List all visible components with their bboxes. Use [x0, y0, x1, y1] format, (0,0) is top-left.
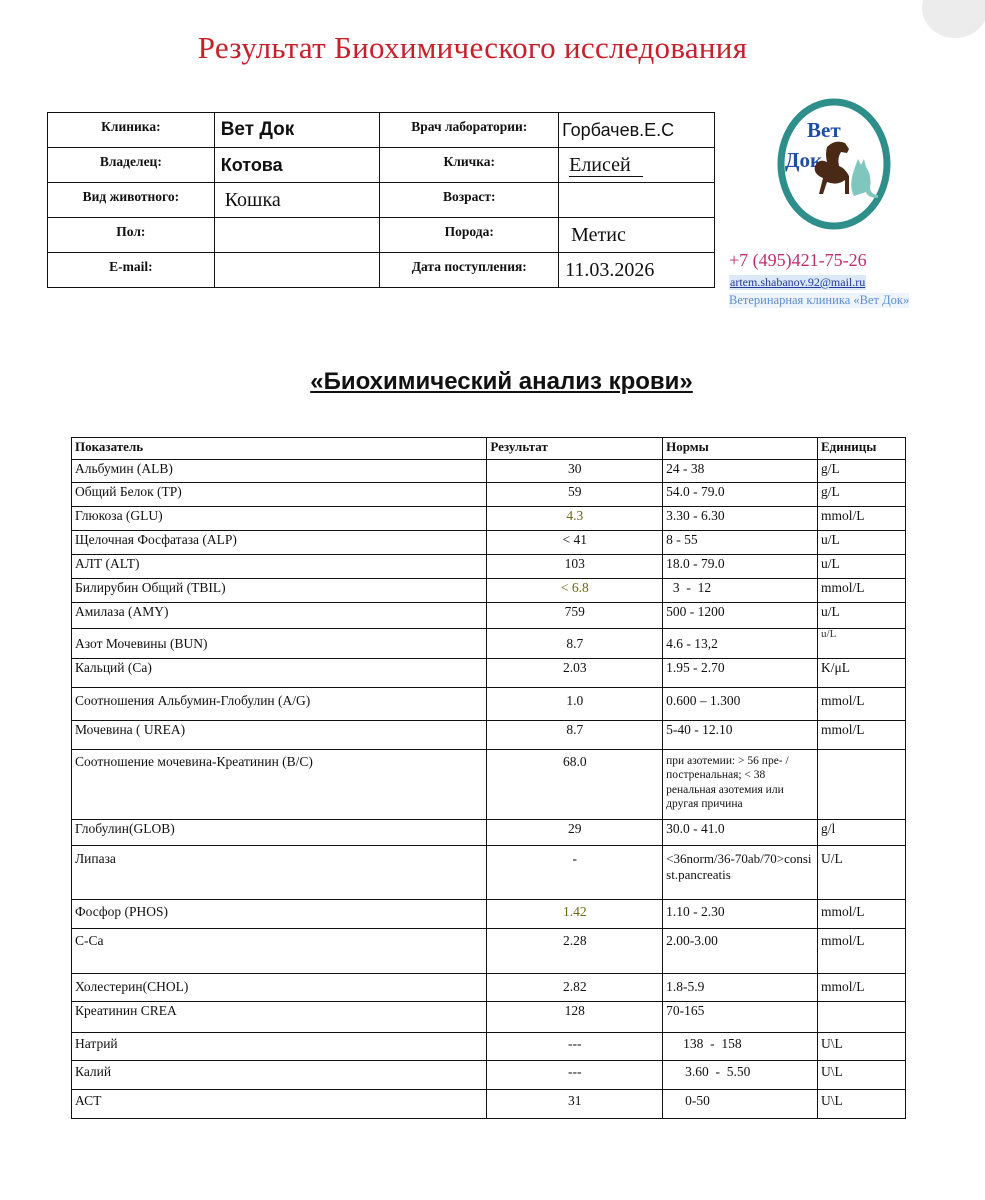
row-name: Натрий: [72, 1033, 487, 1061]
patient-info-table: [47, 112, 715, 288]
row-unit: [818, 1002, 906, 1033]
row-unit: mmol/L: [818, 974, 906, 1002]
row-result: -: [487, 846, 663, 900]
row-norm: 8 - 55: [663, 531, 818, 555]
row-name: Амилаза (AMY): [72, 603, 487, 629]
owner-value: Котова: [214, 148, 380, 183]
row-norm: 500 - 1200: [663, 603, 818, 629]
table-row: [72, 974, 906, 1002]
header-indicator: Показатель: [72, 438, 487, 460]
clinic-value: Вет Док: [214, 113, 380, 148]
row-norm: 3.60 - 5.50: [663, 1061, 818, 1090]
breed-label: Порода:: [380, 218, 559, 253]
row-result: 8.7: [487, 721, 663, 750]
row-result: ---: [487, 1033, 663, 1061]
table-header-row: [72, 438, 906, 460]
header-units: Единицы: [818, 438, 906, 460]
row-unit: mmol/L: [818, 900, 906, 929]
row-name: Креатинин CREA: [72, 1002, 487, 1033]
row-name: Мочевина ( UREA): [72, 721, 487, 750]
row-name: Соотношения Альбумин-Глобулин (A/G): [72, 688, 487, 721]
row-norm: 138 - 158: [663, 1033, 818, 1061]
nickname-value: Елисей: [569, 154, 643, 177]
row-result: 2.82: [487, 974, 663, 1002]
row-name: Глюкоза (GLU): [72, 507, 487, 531]
row-unit: U\L: [818, 1090, 906, 1119]
row-norm: 30.0 - 41.0: [663, 820, 818, 846]
page-title: Результат Биохимического исследования: [197, 30, 748, 65]
row-result: 1.42: [487, 900, 663, 929]
row-name: Фосфор (PHOS): [72, 900, 487, 929]
row-unit: mmol/L: [818, 929, 906, 974]
clinic-label: Клиника:: [48, 113, 215, 148]
date-label: Дата поступления:: [380, 253, 559, 288]
row-norm: 2.00-3.00: [663, 929, 818, 974]
row-name: C-Ca: [72, 929, 487, 974]
row-result: 2.28: [487, 929, 663, 974]
table-row: [72, 531, 906, 555]
contact-block: [729, 250, 909, 309]
info-row: [48, 218, 715, 253]
row-result: 31: [487, 1090, 663, 1119]
logo-text-line2: Док: [785, 148, 823, 172]
table-row: [72, 1061, 906, 1090]
table-row: [72, 603, 906, 629]
doctor-label: Врач лаборатории:: [380, 113, 559, 148]
date-value: 11.03.2026: [559, 253, 715, 288]
species-value: Кошка: [214, 183, 380, 218]
row-name: Альбумин (ALB): [72, 460, 487, 483]
row-name: Липаза: [72, 846, 487, 900]
table-row: [72, 929, 906, 974]
row-unit: g/l: [818, 820, 906, 846]
row-unit: U\L: [818, 1061, 906, 1090]
row-unit: U\L: [818, 1033, 906, 1061]
results-table: [71, 437, 906, 1119]
row-norm: 3.30 - 6.30: [663, 507, 818, 531]
sex-value: [214, 218, 380, 253]
row-result: 8.7: [487, 629, 663, 659]
header-result: Результат: [487, 438, 663, 460]
row-result: 1.0: [487, 688, 663, 721]
age-value: [559, 183, 715, 218]
row-unit: mmol/L: [818, 507, 906, 531]
sex-label: Пол:: [48, 218, 215, 253]
clinic-logo: [777, 97, 891, 231]
table-row: [72, 507, 906, 531]
info-row: [48, 148, 715, 183]
row-norm: 5-40 - 12.10: [663, 721, 818, 750]
table-row: [72, 460, 906, 483]
table-row: [72, 820, 906, 846]
row-unit: mmol/L: [818, 688, 906, 721]
header-norms: Нормы: [663, 438, 818, 460]
row-norm: 18.0 - 79.0: [663, 555, 818, 579]
table-row: [72, 846, 906, 900]
row-unit: mmol/L: [818, 579, 906, 603]
row-name: Билирубин Общий (TBIL): [72, 579, 487, 603]
row-result: < 41: [487, 531, 663, 555]
row-result: 759: [487, 603, 663, 629]
row-name: Калий: [72, 1061, 487, 1090]
row-unit: g/L: [818, 460, 906, 483]
row-norm: 1.10 - 2.30: [663, 900, 818, 929]
row-result: 128: [487, 1002, 663, 1033]
table-row: [72, 1002, 906, 1033]
row-result: 68.0: [487, 750, 663, 820]
table-row: [72, 579, 906, 603]
table-row: [72, 1033, 906, 1061]
row-name: Глобулин(GLOB): [72, 820, 487, 846]
table-row: [72, 483, 906, 507]
table-row: [72, 629, 906, 659]
row-norm: при азотемии: > 56 пре- /постренальная; < 38 ренальная азотемия или другая причина: [663, 750, 818, 820]
row-result: 103: [487, 555, 663, 579]
phone-number: +7 (495)421-75-26: [729, 250, 867, 270]
cat-silhouette-icon: [851, 159, 878, 198]
row-unit: mmol/L: [818, 721, 906, 750]
logo-text-line1: Вет: [807, 118, 841, 142]
row-norm: 0.600 – 1.300: [663, 688, 818, 721]
info-row: [48, 253, 715, 288]
table-row: [72, 900, 906, 929]
age-label: Возраст:: [380, 183, 559, 218]
table-row: [72, 750, 906, 820]
row-name: Соотношение мочевина-Креатинин (B/C): [72, 750, 487, 820]
email-label: E-mail:: [48, 253, 215, 288]
row-norm: <36norm/36-70ab/70>consist.pancreatis: [663, 846, 818, 900]
row-name: Щелочная Фосфатаза (ALP): [72, 531, 487, 555]
nickname-cell: [559, 148, 715, 183]
row-result: 30: [487, 460, 663, 483]
table-row: [72, 721, 906, 750]
row-unit: U/L: [818, 846, 906, 900]
row-norm: 0-50: [663, 1090, 818, 1119]
row-unit: u/L: [818, 629, 906, 659]
row-unit: K/μL: [818, 659, 906, 688]
table-row: [72, 659, 906, 688]
row-name: АЛТ (ALT): [72, 555, 487, 579]
row-name: Холестерин(CHOL): [72, 974, 487, 1002]
row-unit: g/L: [818, 483, 906, 507]
row-result: ---: [487, 1061, 663, 1090]
email-link[interactable]: artem.shabanov.92@mail.ru: [730, 275, 866, 289]
table-row: [72, 1090, 906, 1119]
row-result: 29: [487, 820, 663, 846]
row-name: АСТ: [72, 1090, 487, 1119]
table-row: [72, 688, 906, 721]
email-value: [214, 253, 380, 288]
row-norm: 1.95 - 2.70: [663, 659, 818, 688]
clinic-name-line: Ветеринарная клиника «Вет Док»: [729, 293, 910, 307]
row-norm: 4.6 - 13,2: [663, 629, 818, 659]
row-norm: 70-165: [663, 1002, 818, 1033]
row-name: Кальций (Ca): [72, 659, 487, 688]
row-unit: [818, 750, 906, 820]
row-unit: u/L: [818, 555, 906, 579]
section-title: «Биохимический анализ крови»: [310, 368, 693, 395]
row-norm: 3 - 12: [663, 579, 818, 603]
nickname-label: Кличка:: [380, 148, 559, 183]
row-result: 4.3: [487, 507, 663, 531]
species-label: Вид животного:: [48, 183, 215, 218]
row-unit: u/L: [818, 603, 906, 629]
row-norm: 24 - 38: [663, 460, 818, 483]
info-row: [48, 183, 715, 218]
row-result: 2.03: [487, 659, 663, 688]
row-result: < 6.8: [487, 579, 663, 603]
row-norm: 54.0 - 79.0: [663, 483, 818, 507]
owner-label: Владелец:: [48, 148, 215, 183]
row-name: Азот Мочевины (BUN): [72, 629, 487, 659]
row-name: Общий Белок (TP): [72, 483, 487, 507]
row-result: 59: [487, 483, 663, 507]
breed-value: Метис: [559, 218, 715, 253]
info-row: [48, 113, 715, 148]
row-unit: u/L: [818, 531, 906, 555]
doctor-value: Горбачев.Е.С: [559, 113, 715, 148]
table-row: [72, 555, 906, 579]
row-norm: 1.8-5.9: [663, 974, 818, 1002]
